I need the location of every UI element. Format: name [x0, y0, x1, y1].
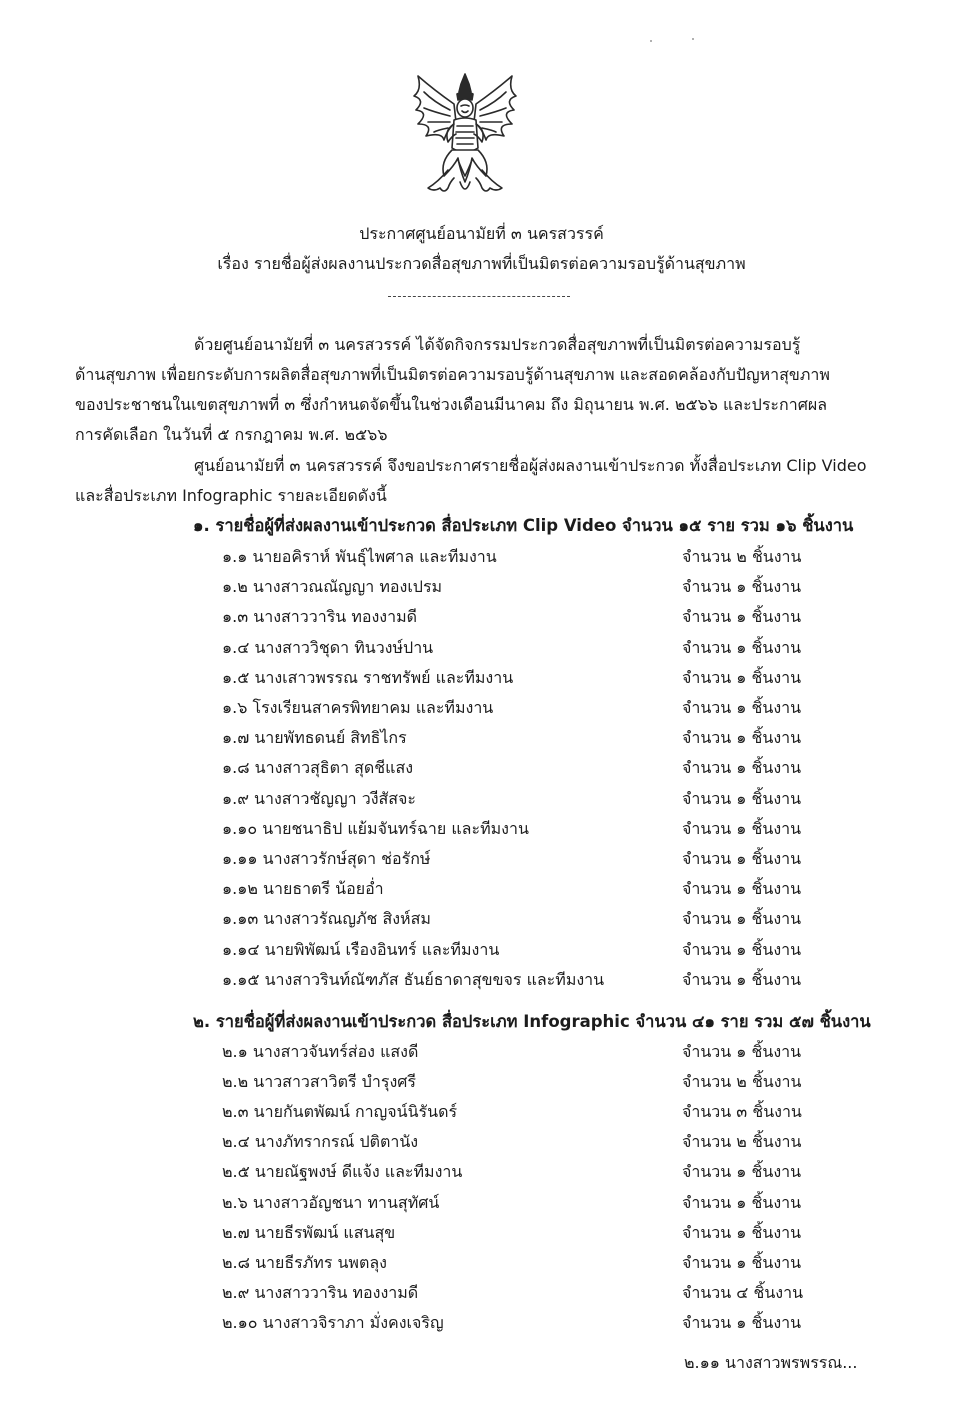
entrant-name: ๑.๓ นางสาววาริน ทองงามดี — [222, 607, 418, 627]
work-count: จำนวน ๒ ชิ้นงาน — [682, 1132, 802, 1152]
work-count: จำนวน ๑ ชิ้นงาน — [682, 909, 802, 929]
list-item — [222, 726, 822, 750]
entrant-name: ๒.๙ นางสาววาริน ทองงามดี — [222, 1282, 419, 1302]
document-subject: เรื่อง รายชื่อผู้ส่งผลงานประกวดสื่อสุขภาพที่เป็นมิตรต่อความรอบรู้ด้านสุขภาพ — [217, 254, 746, 273]
list-item — [222, 575, 822, 599]
list-item — [222, 877, 822, 901]
paragraph-2-line-1: ศูนย์อนามัยที่ ๓ นครสวรรค์ จึงขอประกาศรายชื่อผู้ส่งผลงานเข้าประกวด ทั้งสื่อประเภท Clip Video — [194, 456, 867, 475]
entrant-name: ๑.๙ นางสาวชัญญา วงีสัสจะ — [222, 788, 417, 808]
list-item — [222, 1100, 822, 1124]
list-item — [222, 756, 822, 780]
list-item — [222, 817, 822, 841]
document-title: ประกาศศูนย์อนามัยที่ ๓ นครสวรรค์ — [359, 224, 604, 243]
entrant-name: ๑.๑๕ นางสาวรินท์ณัฑภัส ธันย์ธาดาสุขขจร และทีมงาน — [222, 969, 605, 989]
entrant-name: ๑.๑๑ นางสาวรักษ์สุดา ช่อรักษ์ — [222, 849, 431, 868]
paragraph-1-line-1: ด้วยศูนย์อนามัยที่ ๓ นครสวรรค์ ได้จัดกิจกรรมประกวดสื่อสุขภาพที่เป็นมิตรต่อความรอบรู้ — [194, 335, 801, 354]
garuda-emblem-icon — [404, 70, 526, 200]
entrant-name: ๒.๑ นางสาวจันทร์ส่อง แสงดี — [222, 1042, 419, 1061]
entrant-name: ๑.๒ นางสาวณณัญญา ทองเปรม — [222, 577, 443, 597]
work-count: จำนวน ๑ ชิ้นงาน — [682, 1312, 802, 1332]
scan-speck — [692, 38, 694, 40]
list-item — [222, 1311, 822, 1335]
list-item — [222, 666, 822, 690]
entrant-name: ๒.๔ นางภัทรากรณ์ ปติตานัง — [222, 1132, 419, 1152]
work-count: จำนวน ๑ ชิ้นงาน — [682, 969, 802, 989]
list-item — [222, 1191, 822, 1215]
work-count: จำนวน ๑ ชิ้นงาน — [682, 879, 802, 899]
entrant-name: ๑.๑ นายอคิราห์ พันธุ์ไพศาล และทีมงาน — [222, 547, 497, 566]
list-item — [222, 1160, 822, 1184]
work-count: จำนวน ๓ ชิ้นงาน — [682, 1102, 802, 1122]
entrant-name: ๑.๕ นางเสาวพรรณ ราชทรัพย์ และทีมงาน — [222, 667, 514, 687]
work-count: จำนวน ๑ ชิ้นงาน — [682, 849, 802, 868]
work-count: จำนวน ๑ ชิ้นงาน — [682, 728, 802, 748]
entrant-name: ๒.๓ นายกันตพัฒน์ กาญจน์นิรันดร์ — [222, 1102, 458, 1122]
entrant-name: ๑.๖ โรงเรียนสาครพิทยาคม และทีมงาน — [222, 698, 494, 717]
list-item — [222, 1221, 822, 1245]
paragraph-1-line-3: ของประชาชนในเขตสุขภาพที่ ๓ ซึ่งกำหนดจัดขึ้นในช่วงเดือนมีนาคม ถึง มิถุนายน พ.ศ. ๒๕๖๖ และประกาศผล — [75, 395, 828, 414]
list-item — [222, 1130, 822, 1154]
work-count: จำนวน ๑ ชิ้นงาน — [682, 939, 802, 959]
section-1-heading: ๑. รายชื่อผู้ที่ส่งผลงานเข้าประกวด สื่อประเภท Clip Video จำนวน ๑๕ ราย รวม ๑๖ ชิ้นงาน — [193, 516, 854, 535]
entrant-name: ๑.๔ นางสาววิชุดา ทินวงษ์ปาน — [222, 637, 434, 657]
list-item — [222, 636, 822, 660]
work-count: จำนวน ๑ ชิ้นงาน — [682, 607, 802, 627]
work-count: จำนวน ๑ ชิ้นงาน — [682, 637, 802, 657]
list-item — [222, 1070, 822, 1094]
paragraph-1-line-2: ด้านสุขภาพ เพื่อยกระดับการผลิตสื่อสุขภาพที่เป็นมิตรต่อความรอบรู้ด้านสุขภาพ และสอดคล้องกับปัญหาสุขภาพ — [75, 365, 830, 384]
work-count: จำนวน ๑ ชิ้นงาน — [682, 1162, 802, 1182]
work-count: จำนวน ๑ ชิ้นงาน — [682, 667, 802, 687]
continuation-note: ๒.๑๑ นางสาวพรพรรณ... — [684, 1353, 858, 1372]
header-divider — [388, 296, 570, 297]
paragraph-1-line-4: การคัดเลือก ในวันที่ ๕ กรกฎาคม พ.ศ. ๒๕๖๖ — [75, 425, 388, 444]
work-count: จำนวน ๒ ชิ้นงาน — [682, 1072, 802, 1092]
list-item — [222, 1251, 822, 1275]
work-count: จำนวน ๑ ชิ้นงาน — [682, 1222, 802, 1242]
work-count: จำนวน ๑ ชิ้นงาน — [682, 1192, 802, 1212]
list-item — [222, 787, 822, 811]
list-item — [222, 605, 822, 629]
work-count: จำนวน ๑ ชิ้นงาน — [682, 1042, 802, 1061]
list-item — [222, 696, 822, 720]
entrant-name: ๒.๑๐ นางสาวจิราภา มั่งคงเจริญ — [222, 1312, 444, 1332]
list-item — [222, 1281, 822, 1305]
entrant-name: ๑.๑๐ นายชนาธิป แย้มจันทร์ฉาย และทีมงาน — [222, 818, 529, 838]
entrant-name: ๒.๕ นายณัฐพงษ์ ดีแจ้ง และทีมงาน — [222, 1162, 463, 1182]
list-item — [222, 938, 822, 962]
list-item — [222, 968, 822, 992]
work-count: จำนวน ๑ ชิ้นงาน — [682, 758, 802, 778]
list-item — [222, 1040, 822, 1064]
list-item — [222, 907, 822, 931]
work-count: จำนวน ๑ ชิ้นงาน — [682, 698, 802, 717]
section-2-heading: ๒. รายชื่อผู้ที่ส่งผลงานเข้าประกวด สื่อประเภท Infographic จำนวน ๔๑ ราย รวม ๕๗ ชิ้นงาน — [193, 1012, 871, 1031]
work-count: จำนวน ๔ ชิ้นงาน — [682, 1282, 804, 1302]
work-count: จำนวน ๑ ชิ้นงาน — [682, 1252, 802, 1272]
work-count: จำนวน ๑ ชิ้นงาน — [682, 788, 802, 808]
entrant-name: ๒.๒ นาวสาวสาวิตรี บำรุงศรี — [222, 1072, 417, 1092]
entrant-name: ๑.๑๓ นางสาวรัณญภัช สิงห์สม — [222, 909, 431, 929]
list-item — [222, 545, 822, 569]
entrant-name: ๑.๘ นางสาวสุธิตา สุดชีแสง — [222, 758, 414, 778]
entrant-name: ๑.๗ นายพัทธดนย์ สิทธิไกร — [222, 728, 407, 748]
scan-speck — [650, 40, 652, 42]
paragraph-2-line-2: และสื่อประเภท Infographic รายละเอียดดังนี้ — [75, 486, 387, 505]
work-count: จำนวน ๑ ชิ้นงาน — [682, 818, 802, 838]
entrant-name: ๑.๑๔ นายพิพัฒน์ เรืองอินทร์ และทีมงาน — [222, 939, 500, 959]
work-count: จำนวน ๑ ชิ้นงาน — [682, 577, 802, 597]
entrant-name: ๒.๗ นายธีรพัฒน์ แสนสุข — [222, 1222, 396, 1242]
entrant-name: ๒.๖ นางสาวอัญชนา ทานสุทัศน์ — [222, 1192, 440, 1212]
entrant-name: ๑.๑๒ นายธาตรี น้อยอ่ำ — [222, 879, 384, 899]
entrant-name: ๒.๘ นายธีรภัทร นพตลุง — [222, 1252, 387, 1272]
list-item — [222, 847, 822, 871]
work-count: จำนวน ๒ ชิ้นงาน — [682, 547, 802, 566]
